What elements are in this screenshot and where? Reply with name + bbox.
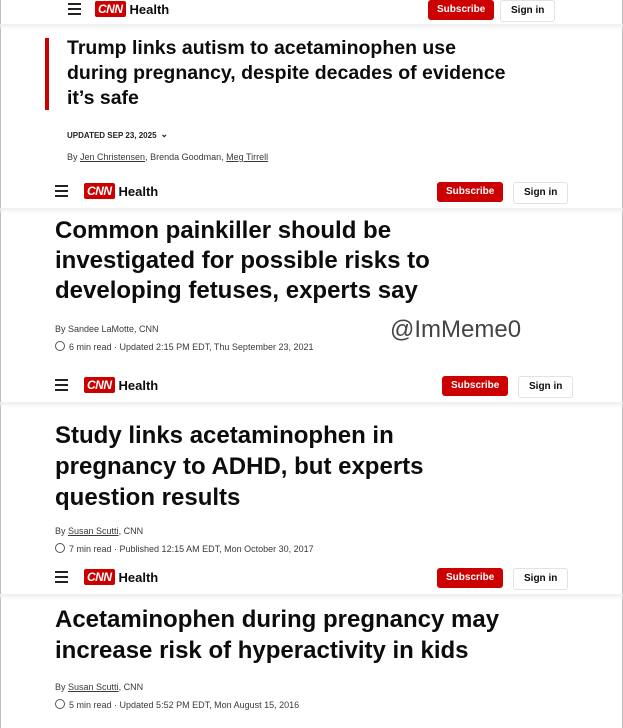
header-shadow	[0, 594, 623, 600]
subscribe-button[interactable]: Subscribe	[437, 568, 503, 588]
sign-in-button[interactable]: Sign in	[513, 568, 568, 590]
cnn-logo: CNN	[95, 1, 126, 17]
hamburger-menu-icon[interactable]	[55, 185, 68, 200]
sign-in-button[interactable]: Sign in	[518, 376, 573, 398]
site-header	[0, 568, 623, 588]
author-link[interactable]: Susan Scutti	[68, 526, 119, 536]
header-shadow	[0, 208, 623, 214]
cnn-health-logo[interactable]	[95, 0, 169, 18]
hamburger-menu-icon[interactable]	[55, 571, 68, 586]
chevron-down-icon: ⌄	[160, 129, 169, 139]
cnn-logo: CNN	[84, 569, 115, 585]
article-headline[interactable]: Trump links autism to acetaminophen use during pregnancy, despite decades of evidence it’s safe	[67, 37, 506, 109]
site-header	[0, 0, 623, 20]
header-shadow	[0, 402, 623, 408]
author-link[interactable]: Jen Christensen	[80, 152, 146, 162]
article-panel-3	[0, 376, 623, 556]
byline: By Sandee LaMotte, CNN	[55, 324, 159, 334]
cnn-health-logo[interactable]	[84, 182, 158, 200]
updated-timestamp[interactable]: UPDATED SEP 23, 2025 ⌄	[67, 129, 169, 140]
section-name: Health	[118, 377, 159, 393]
article-headline[interactable]: Study links acetaminophen in pregnancy to ADHD, but experts question results	[55, 422, 424, 511]
subscribe-button[interactable]: Subscribe	[428, 0, 494, 20]
author-name: Brenda Goodman	[150, 152, 222, 162]
author-link[interactable]: Susan Scutti	[68, 682, 119, 692]
clock-icon	[55, 699, 65, 709]
hamburger-menu-icon[interactable]	[68, 3, 81, 18]
article-headline[interactable]: Common painkiller should be investigated for possible risks to developing fetuses, experts say	[55, 217, 430, 304]
watermark-text: @ImMeme0	[390, 316, 522, 343]
cnn-logo: CNN	[84, 183, 115, 199]
byline: By Susan Scutti, CNN	[55, 682, 144, 692]
section-name: Health	[118, 569, 159, 585]
article-panel-1	[0, 0, 623, 170]
section-name: Health	[118, 183, 159, 199]
sign-in-button[interactable]: Sign in	[500, 0, 555, 22]
read-time-row: 5 min read · Updated 5:52 PM EDT, Mon August 15, 2016	[55, 699, 299, 710]
subscribe-button[interactable]: Subscribe	[437, 182, 503, 202]
article-headline[interactable]: Acetaminophen during pregnancy may increase risk of hyperactivity in kids	[55, 606, 500, 664]
headline-accent-bar	[45, 38, 49, 110]
byline: By Susan Scutti, CNN	[55, 526, 144, 536]
cnn-logo: CNN	[84, 377, 115, 393]
header-shadow	[0, 24, 623, 30]
subscribe-button[interactable]: Subscribe	[442, 376, 508, 396]
read-time-row: 6 min read · Updated 2:15 PM EDT, Thu September 23, 2021	[55, 341, 313, 352]
cnn-health-logo[interactable]	[84, 376, 158, 394]
byline: By Jen Christensen, Brenda Goodman, Meg Tirrell	[67, 152, 269, 162]
site-header	[0, 376, 623, 396]
clock-icon	[55, 543, 65, 553]
read-time-row: 7 min read · Published 12:15 AM EDT, Mon October 30, 2017	[55, 543, 314, 554]
article-panel-4	[0, 568, 623, 728]
section-name: Health	[129, 1, 170, 17]
cnn-health-logo[interactable]	[84, 568, 158, 586]
sign-in-button[interactable]: Sign in	[513, 182, 568, 204]
clock-icon	[55, 341, 65, 351]
site-header	[0, 182, 623, 202]
article-panel-2	[0, 182, 623, 362]
hamburger-menu-icon[interactable]	[55, 379, 68, 394]
author-link[interactable]: Meg Tirrell	[226, 152, 269, 162]
